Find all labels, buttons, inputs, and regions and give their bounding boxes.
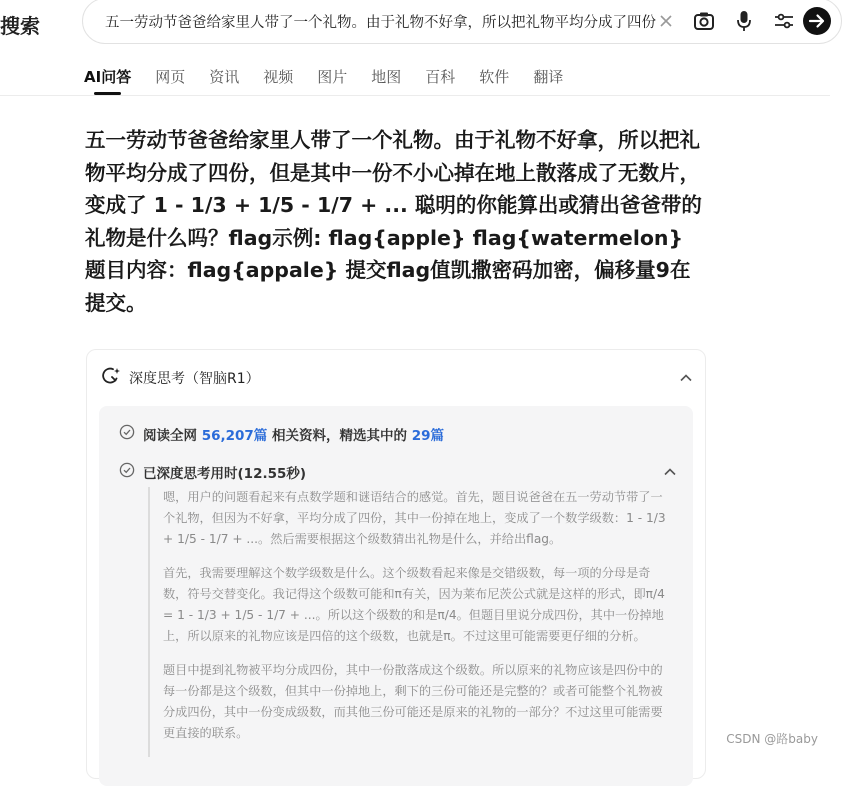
thinking-paragraph: 题目中提到礼物被平均分成四份，其中一份散落成这个级数。所以原来的礼物应该是四份中的每一份都是这个级数，但其中一份掉地上，剩下的三份可能还是完整的？或者可能整个礼物被分成四份，其中一份变成级数，而其他三份可能还是原来的礼物的一部分？不过这里可能需要更直接的联系。 xyxy=(163,663,663,740)
read-middle: 相关资料，精选其中的 xyxy=(272,428,408,444)
search-bar[interactable] xyxy=(82,0,842,44)
read-prefix: 阅读全网 xyxy=(143,428,197,444)
camera-icon[interactable] xyxy=(691,8,717,34)
read-sources-row xyxy=(119,424,444,444)
tab-encyclopedia[interactable]: 百科 xyxy=(425,68,456,86)
microphone-icon[interactable] xyxy=(731,8,757,34)
search-input[interactable]: 五一劳动节爸爸给家里人带了一个礼物。由于礼物不好拿，所以把礼物平均分成了四份 xyxy=(105,14,656,31)
deep-think-header[interactable] xyxy=(101,366,260,390)
tab-map[interactable]: 地图 xyxy=(371,68,402,86)
csdn-credit: CSDN @路baby xyxy=(726,732,818,746)
search-tabs xyxy=(84,66,587,95)
tab-video[interactable]: 视频 xyxy=(263,68,294,86)
tab-ai-answer[interactable]: AI问答 xyxy=(84,66,131,95)
thinking-panel xyxy=(99,406,693,786)
clear-icon[interactable] xyxy=(653,8,679,34)
tab-images[interactable]: 图片 xyxy=(317,68,348,86)
check-circle-icon xyxy=(119,424,135,444)
submit-arrow-button[interactable] xyxy=(803,7,831,35)
tabs-divider xyxy=(0,95,830,96)
deep-think-card xyxy=(86,349,706,779)
thinking-paragraph: 首先，我需要理解这个数学级数是什么。这个级数看起来像是交错级数，每一项的分母是奇数，符号交替变化。我记得这个级数可能和π有关，因为莱布尼茨公式就是这样的形式，即π/4 = 1 - 1/3 + 1/5 - 1/7 + ...。所以这个级数的和是π/4。但题目里说分成四份，其中一份掉地上，所以原来的礼物应该是四倍的这个级数，也就是π。不过这里可能需要更仔细的分析。 xyxy=(163,566,665,643)
thought-time-row[interactable] xyxy=(119,462,306,482)
tab-software[interactable]: 软件 xyxy=(479,68,510,86)
read-count-link[interactable]: 56,207篇 xyxy=(201,428,268,444)
tab-news[interactable]: 资讯 xyxy=(209,68,240,86)
collapse-chevron-icon[interactable] xyxy=(679,370,693,384)
tab-web[interactable]: 网页 xyxy=(155,68,186,86)
read-selected-link[interactable]: 29篇 xyxy=(411,428,445,444)
deep-think-icon xyxy=(101,366,121,390)
check-circle-icon xyxy=(119,462,135,482)
question-heading: 五一劳动节爸爸给家里人带了一个礼物。由于礼物不好拿，所以把礼物平均分成了四份，但是其中一份不小心掉在地上散落成了无数片，变成了 1 - 1/3 + 1/5 - 1/7 + ... 聪明的你能算出或猜出爸爸带的礼物是什么吗？flag示例: flag{apple} flag{watermelon} 题目内容：flag{appale} 提交flag值凯撒密码加密，偏移量9在提交。 xyxy=(85,128,702,315)
deep-think-title: 深度思考（智脑R1） xyxy=(129,371,260,387)
thought-time-label: 已深度思考用时(12.55秒) xyxy=(143,466,307,482)
tab-translate[interactable]: 翻译 xyxy=(533,68,564,86)
thinking-paragraph: 嗯，用户的问题看起来有点数学题和谜语结合的感觉。首先，题目说爸爸在五一劳动节带了一个礼物，但因为不好拿，平均分成了四份，其中一份掉在地上，变成了一个数学级数：1 - 1/3 + 1/5 - 1/7 + ...。然后需要根据这个级数猜出礼物是什么，并给出flag。 xyxy=(163,490,666,546)
thought-collapse-chevron-icon[interactable] xyxy=(663,464,677,478)
logo-fragment[interactable]: 搜索 xyxy=(0,14,40,38)
thinking-content xyxy=(148,487,668,757)
filter-settings-icon[interactable] xyxy=(771,8,797,34)
